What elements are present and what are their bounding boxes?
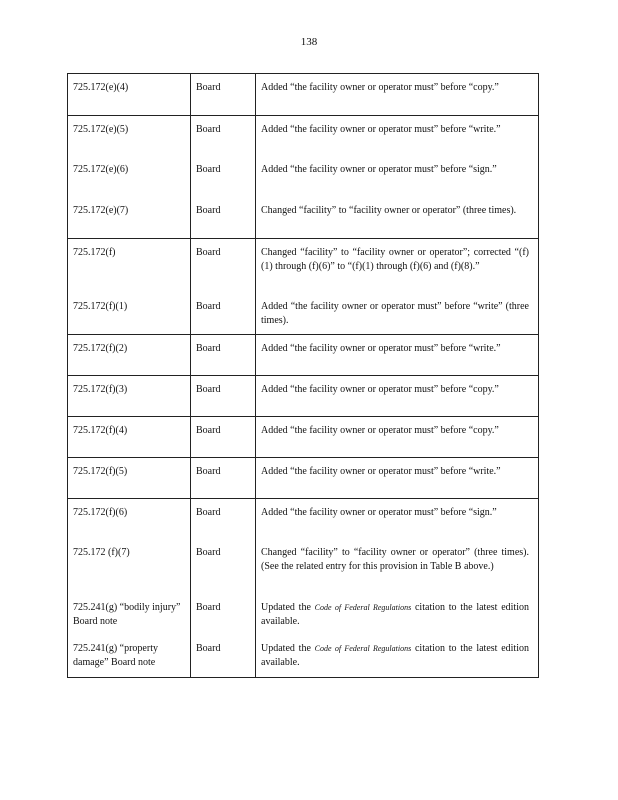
change-cell: Added “the facility owner or operator must” before “copy.”	[261, 82, 499, 93]
change-text-pre: Updated the	[261, 643, 315, 654]
section-cell: 725.172(f)(5)	[68, 458, 191, 498]
table-row	[68, 293, 538, 334]
source-cell: Board	[191, 539, 256, 594]
change-cell: Changed “facility” to “facility owner or operator” (three times).	[261, 205, 517, 216]
page-number: 138	[300, 36, 318, 48]
source-cell: Board	[191, 376, 256, 416]
change-cell: Added “the facility owner or operator must” before “sign.”	[261, 507, 497, 518]
change-cell: Added “the facility owner or operator must” before “write.”	[261, 466, 501, 477]
section-cell: 725.172(f)	[68, 239, 191, 293]
source-cell: Board	[191, 635, 256, 677]
cfr-citation: Code of Federal Regulations	[314, 603, 412, 612]
table-row	[68, 197, 538, 238]
source-cell: Board	[191, 335, 256, 375]
source-cell: Board	[191, 594, 256, 635]
table-row	[68, 375, 538, 416]
change-cell: Added “the facility owner or operator must” before “write.”	[261, 124, 501, 135]
section-cell: 725.172(e)(4)	[68, 74, 191, 115]
source-cell: Board	[191, 458, 256, 498]
source-cell: Board	[191, 417, 256, 457]
section-cell: 725.172(f)(3)	[68, 376, 191, 416]
section-cell: 725.172(f)(1)	[68, 293, 191, 334]
change-cell: Added “the facility owner or operator must” before “write.”	[261, 343, 501, 354]
change-text-post: citation to the latest edition available.	[261, 602, 529, 627]
source-cell: Board	[191, 74, 256, 115]
table-row	[68, 238, 538, 293]
section-cell: 725.241(g) “bodily injury” Board note	[68, 594, 191, 635]
table-row	[68, 457, 538, 498]
source-cell: Board	[191, 293, 256, 334]
cfr-citation: Code of Federal Regulations	[314, 644, 412, 653]
section-cell: 725.172(e)(6)	[68, 156, 191, 197]
table-row	[68, 416, 538, 457]
amendments-table	[67, 73, 539, 678]
section-cell: 725.172(f)(2)	[68, 335, 191, 375]
change-text-post: citation to the latest edition available.	[261, 643, 529, 668]
source-cell: Board	[191, 197, 256, 238]
table-row	[68, 635, 538, 677]
table-row	[68, 594, 538, 635]
source-cell: Board	[191, 156, 256, 197]
change-cell: Changed “facility” to “facility owner or operator” (three times). (See the related entry for this provision in Table B above.)	[261, 547, 529, 572]
table-row	[68, 539, 538, 594]
change-cell: Added “the facility owner or operator must” before “copy.”	[261, 425, 499, 436]
table-row	[68, 156, 538, 197]
change-cell: Changed “facility” to “facility owner or operator”; corrected “(f)(1) through (f)(6)” to “(f)(1) through (f)(6) and (f)(8).”	[261, 247, 529, 272]
section-cell: 725.172(f)(4)	[68, 417, 191, 457]
section-cell: 725.172 (f)(7)	[68, 539, 191, 594]
table-row	[68, 498, 538, 539]
change-cell: Added “the facility owner or operator must” before “write” (three times).	[261, 301, 529, 326]
section-cell: 725.241(g) “property damage” Board note	[68, 635, 191, 677]
table-row	[68, 334, 538, 375]
change-cell	[256, 594, 538, 635]
section-cell: 725.172(e)(7)	[68, 197, 191, 238]
table-row	[68, 115, 538, 156]
section-cell: 725.172(f)(6)	[68, 499, 191, 539]
source-cell: Board	[191, 116, 256, 156]
change-text-pre: Updated the	[261, 602, 315, 613]
source-cell: Board	[191, 499, 256, 539]
change-cell: Added “the facility owner or operator must” before “copy.”	[261, 384, 499, 395]
section-cell: 725.172(e)(5)	[68, 116, 191, 156]
change-cell	[256, 635, 538, 677]
table-row	[68, 74, 538, 115]
change-cell: Added “the facility owner or operator must” before “sign.”	[261, 164, 497, 175]
source-cell: Board	[191, 239, 256, 293]
